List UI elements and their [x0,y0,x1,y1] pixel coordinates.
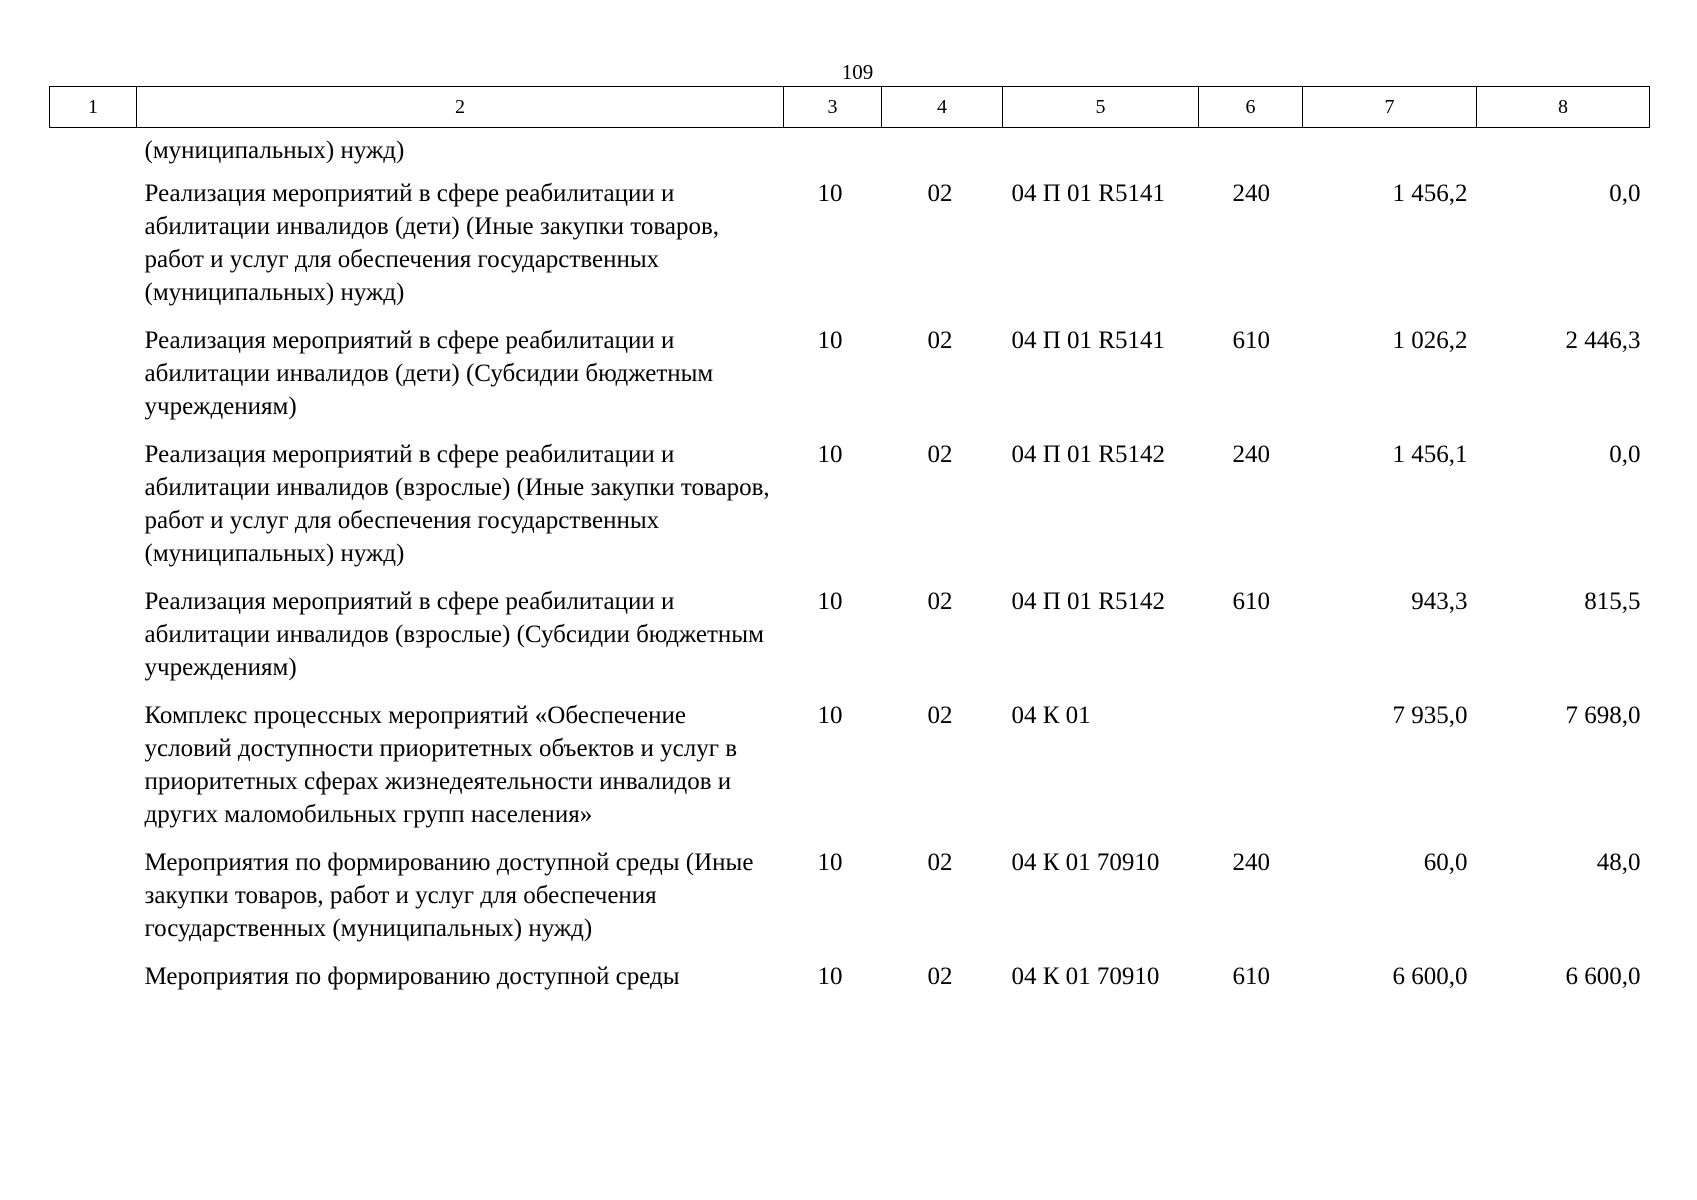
row-subsection: 02 [927,963,953,990]
row-amount-2: 815,5 [1584,588,1641,615]
row-subsection: 02 [927,702,953,729]
row-amount-1: 7 935,0 [1392,702,1468,729]
header-col-3: 3 [784,87,882,128]
row-expense-type: 610 [1232,327,1270,354]
row-section: 10 [817,588,843,615]
row-target-code: 04 К 01 70910 [1011,963,1160,990]
header-col-4: 4 [882,87,1003,128]
row-section: 10 [817,441,843,468]
page-number: 109 [841,60,874,84]
row-expense-type: 610 [1232,588,1270,615]
row-amount-2: 0,0 [1609,180,1641,207]
row-amount-1: 60,0 [1423,849,1468,876]
row-target-code: 04 П 01 R5142 [1011,441,1165,468]
table-row [50,324,1650,438]
header-col-6: 6 [1199,87,1303,128]
row-subsection: 02 [927,180,953,207]
row-amount-2: 48,0 [1596,849,1641,876]
row-amount-2: 7 698,0 [1565,702,1641,729]
row-expense-type: 240 [1232,441,1270,468]
row-section: 10 [817,963,843,990]
row-expense-type: 610 [1232,963,1270,990]
header-col-1: 1 [50,87,137,128]
row-name: Реализация мероприятий в сфере реабилитации и абилитации инвалидов (дети) (Иные закупки товаров, работ и услуг для обеспечения государственных (муниципальных) нужд) [144,180,719,306]
row-section: 10 [817,180,843,207]
row-target-code: 04 К 01 70910 [1011,849,1160,876]
header-col-7: 7 [1303,87,1477,128]
row-name: Мероприятия по формированию доступной среды [144,963,680,990]
header-col-2: 2 [137,87,784,128]
table-row [50,438,1650,585]
row-expense-type: 240 [1232,180,1270,207]
row-amount-2: 0,0 [1609,441,1641,468]
row-amount-2: 6 600,0 [1565,963,1641,990]
budget-table [49,86,1650,1008]
row-subsection: 02 [927,441,953,468]
row-subsection: 02 [927,849,953,876]
header-col-5: 5 [1003,87,1199,128]
table-row [50,699,1650,846]
header-col-8: 8 [1477,87,1650,128]
table-body [50,128,1650,1009]
row-target-code: 04 П 01 R5141 [1011,180,1165,207]
row-target-code: 04 К 01 [1011,702,1091,729]
row-section: 10 [817,849,843,876]
row-name: Реализация мероприятий в сфере реабилитации и абилитации инвалидов (дети) (Субсидии бюджетным учреждениям) [144,327,714,420]
row-expense-type [1199,699,1303,846]
row-subsection: 02 [927,588,953,615]
row-section: 10 [817,702,843,729]
row-amount-2: 2 446,3 [1565,327,1641,354]
row-name: Комплекс процессных мероприятий «Обеспечение условий доступности приоритетных объектов и услуг в приоритетных сферах жизнедеятельности инвалидов и других маломобильных групп населения» [144,702,738,828]
row-expense-type: 240 [1232,849,1270,876]
row-name: Реализация мероприятий в сфере реабилитации и абилитации инвалидов (взрослые) (Иные закупки товаров, работ и услуг для обеспечения государственных (муниципальных) нужд) [144,441,770,567]
continuation-row [50,128,1650,178]
table-row [50,585,1650,699]
row-amount-1: 1 456,1 [1392,441,1468,468]
row-target-code: 04 П 01 R5141 [1011,327,1165,354]
row-name: Реализация мероприятий в сфере реабилитации и абилитации инвалидов (взрослые) (Субсидии бюджетным учреждениям) [144,588,764,681]
table-row [50,177,1650,324]
table-row [50,960,1650,1008]
table-row [50,846,1650,960]
row-section: 10 [817,327,843,354]
row-subsection: 02 [927,327,953,354]
row-amount-1: 1 026,2 [1392,327,1468,354]
row-amount-1: 1 456,2 [1392,180,1468,207]
row-amount-1: 943,3 [1411,588,1468,615]
row-amount-1: 6 600,0 [1392,963,1468,990]
continuation-text: (муниципальных) нужд) [144,137,405,164]
header-row [50,87,1650,128]
row-name: Мероприятия по формированию доступной среды (Иные закупки товаров, работ и услуг для обеспечения государственных (муниципальных) нужд) [144,849,754,942]
table-header [50,87,1650,128]
row-target-code: 04 П 01 R5142 [1011,588,1165,615]
